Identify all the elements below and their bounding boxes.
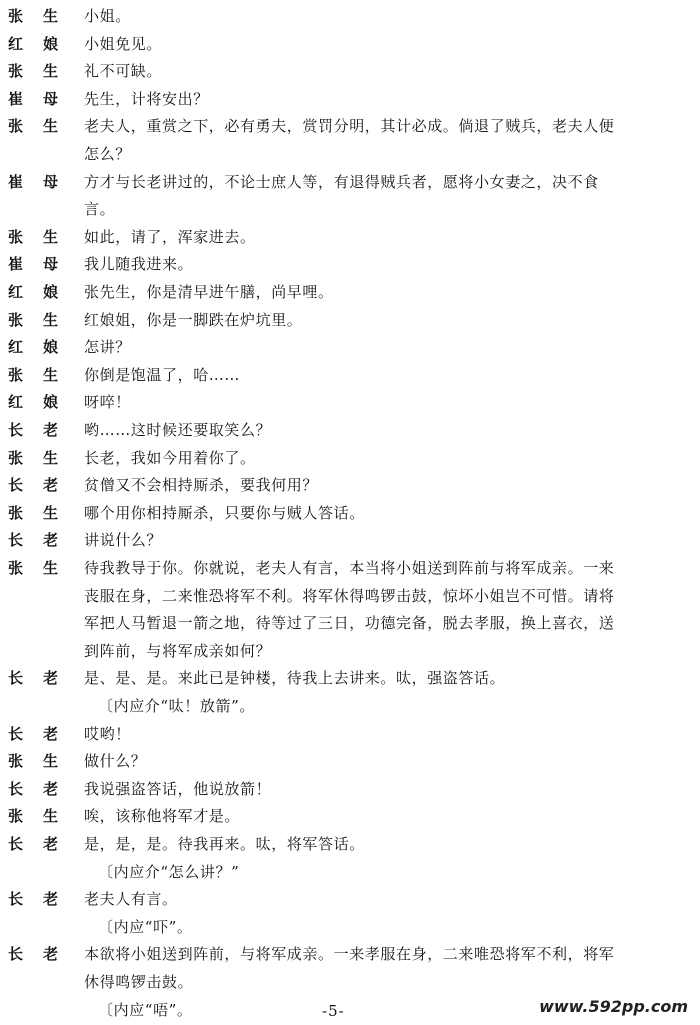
speaker-name: 长老 xyxy=(8,890,79,909)
dialogue-line xyxy=(0,444,700,472)
dialogue-continuation xyxy=(0,637,700,665)
speaker-name: 长老 xyxy=(8,531,79,550)
dialogue-line xyxy=(0,223,700,251)
speaker-name: 张生 xyxy=(8,62,79,81)
line-text: 是、是、是。来此已是钟楼，待我上去讲来。呔，强盗答话。 xyxy=(84,669,506,688)
speaker-name: 长老 xyxy=(8,421,79,439)
speaker-name: 长老 xyxy=(8,724,79,743)
dialogue-line xyxy=(0,720,700,748)
line-text: 贫僧又不会相持厮杀，要我何用？ xyxy=(84,476,319,495)
dialogue-line xyxy=(0,830,700,858)
line-text: 哎哟！ xyxy=(84,724,131,743)
dialogue-line xyxy=(0,885,700,913)
line-text: 怎讲？ xyxy=(84,338,131,357)
speaker-name: 张生 xyxy=(8,117,79,136)
line-text: 哟……这时候还要取笑么？ xyxy=(84,421,272,439)
dialogue-line xyxy=(0,388,700,416)
dialogue-line xyxy=(0,2,700,30)
line-text: 呀啐！ xyxy=(84,393,131,412)
line-text: 〔内应介“怎么讲？” xyxy=(98,862,240,881)
line-text: 做什么？ xyxy=(84,752,147,771)
speaker-name: 张生 xyxy=(8,807,79,826)
speaker-name: 崔母 xyxy=(8,255,79,274)
dialogue-continuation xyxy=(0,195,700,223)
speaker-name: 长老 xyxy=(8,779,79,798)
line-text: 丧服在身，二来惟恐将军不利。将军休得鸣锣击鼓，惊坏小姐岂不可惜。请将 xyxy=(84,586,615,605)
dialogue-continuation xyxy=(0,968,700,996)
speaker-name: 崔母 xyxy=(8,172,79,191)
watermark-url: www.592pp.com xyxy=(539,997,688,1016)
stage-direction xyxy=(0,858,700,886)
dialogue-line xyxy=(0,168,700,196)
speaker-name: 崔母 xyxy=(8,89,79,108)
page-number: -5- xyxy=(322,1002,345,1020)
line-text: 红娘姐，你是一脚跌在炉坑里。 xyxy=(84,310,303,329)
speaker-name: 张生 xyxy=(8,365,79,384)
line-text: 讲说什么？ xyxy=(84,531,163,550)
line-text: 〔内应“唔”。 xyxy=(98,1000,193,1019)
line-text: 是，是，是。待我再来。呔，将军答话。 xyxy=(84,835,365,853)
line-text: 哪个用你相持厮杀，只要你与贼人答话。 xyxy=(84,503,365,522)
dialogue-continuation xyxy=(0,140,700,168)
speaker-name: 红娘 xyxy=(8,283,79,301)
line-text: 〔内应介“呔！放箭”。 xyxy=(98,697,255,715)
line-text: 本欲将小姐送到阵前，与将军成亲。一来孝服在身，二来唯恐将军不利，将军 xyxy=(84,945,615,964)
speaker-name: 张生 xyxy=(8,448,79,467)
line-text: 我说强盗答话，他说放箭！ xyxy=(84,779,272,798)
dialogue-line xyxy=(0,802,700,830)
line-text: 先生，计将安出？ xyxy=(84,89,209,108)
line-text: 方才与长老讲过的，不论士庶人等，有退得贼兵者，愿将小女妻之，决不食 xyxy=(84,172,599,191)
line-text: 长老，我如今用着你了。 xyxy=(84,448,256,467)
line-text: 如此，请了，浑家进去。 xyxy=(84,227,256,246)
line-text: 礼不可缺。 xyxy=(84,62,163,81)
speaker-name: 长老 xyxy=(8,945,79,964)
line-text: 言。 xyxy=(84,200,116,219)
speaker-name: 张生 xyxy=(8,503,79,522)
speaker-name: 红娘 xyxy=(8,34,79,53)
dialogue-line xyxy=(0,361,700,389)
dialogue-line xyxy=(0,471,700,499)
line-text: 待我教导于你。你就说，老夫人有言，本当将小姐送到阵前与将军成亲。一来 xyxy=(84,559,615,577)
dialogue-continuation xyxy=(0,609,700,637)
line-text: 唉，该称他将军才是。 xyxy=(84,807,241,826)
dialogue-line xyxy=(0,30,700,58)
speaker-name: 红娘 xyxy=(8,338,79,357)
dialogue-line xyxy=(0,416,700,444)
dialogue-line xyxy=(0,333,700,361)
line-text: 到阵前，与将军成亲如何？ xyxy=(84,641,272,660)
dialogue-line xyxy=(0,554,700,582)
line-text: 小姐。 xyxy=(84,7,131,25)
dialogue-line xyxy=(0,112,700,140)
line-text: 我儿随我进来。 xyxy=(84,255,194,274)
dialogue-line xyxy=(0,747,700,775)
line-text: 军把人马暂退一箭之地，待等过了三日，功德完备，脱去孝服，换上喜衣，送 xyxy=(84,614,615,633)
line-text: 老夫人，重赏之下，必有勇夫，赏罚分明，其计必成。倘退了贼兵，老夫人便 xyxy=(84,117,615,136)
dialogue-line xyxy=(0,306,700,334)
dialogue-continuation xyxy=(0,582,700,610)
stage-direction xyxy=(0,692,700,720)
line-text: 休得鸣锣击鼓。 xyxy=(84,973,194,991)
line-text: 张先生，你是清早进午膳，尚早哩。 xyxy=(84,283,334,301)
dialogue-line xyxy=(0,775,700,803)
speaker-name: 长老 xyxy=(8,476,79,495)
speaker-name: 长老 xyxy=(8,835,79,853)
speaker-name: 张生 xyxy=(8,559,79,577)
speaker-name: 张生 xyxy=(8,227,79,246)
line-text: 〔内应“吓”。 xyxy=(98,917,193,936)
stage-direction xyxy=(0,913,700,941)
dialogue-line xyxy=(0,250,700,278)
dialogue-line xyxy=(0,57,700,85)
speaker-name: 红娘 xyxy=(8,393,79,412)
line-text: 小姐免见。 xyxy=(84,34,163,53)
dialogue-line xyxy=(0,85,700,113)
speaker-name: 张生 xyxy=(8,7,79,25)
dialogue-line xyxy=(0,499,700,527)
line-text: 怎么？ xyxy=(84,145,131,163)
line-text: 老夫人有言。 xyxy=(84,890,178,909)
dialogue-line xyxy=(0,664,700,692)
dialogue-line xyxy=(0,278,700,306)
speaker-name: 张生 xyxy=(8,752,79,771)
dialogue-line xyxy=(0,526,700,554)
speaker-name: 长老 xyxy=(8,669,79,688)
line-text: 你倒是饱温了，哈…… xyxy=(84,365,241,384)
speaker-name: 张生 xyxy=(8,310,79,329)
dialogue-line xyxy=(0,940,700,968)
